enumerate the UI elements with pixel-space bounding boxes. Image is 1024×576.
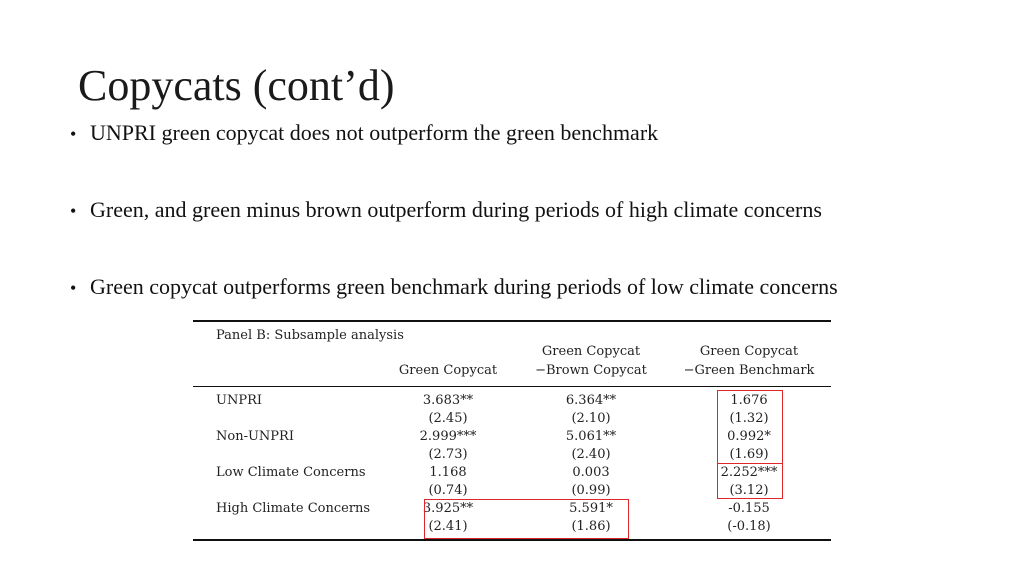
slide-title: Copycats (cont’d) [78, 61, 395, 110]
table-cell: 1.168 [429, 465, 467, 480]
highlight-box-unpri-nonunpri [717, 390, 783, 464]
bullet-dot-icon: • [70, 124, 77, 144]
table-tstat: (1.32) [729, 411, 769, 426]
table-cell: 3.925** [422, 501, 474, 516]
table-cell: 0.003 [572, 465, 610, 480]
column-header: Green Copycat [699, 344, 799, 359]
results-table [193, 320, 831, 542]
highlight-box-low-concerns [717, 463, 783, 499]
table-header-rule [193, 386, 831, 387]
table-cell: 3.683** [422, 393, 474, 408]
table-tstat: (2.73) [428, 447, 468, 462]
table-tstat: (0.74) [428, 483, 468, 498]
table-cell: 2.999*** [419, 429, 477, 444]
table-cell: 1.676 [730, 393, 768, 408]
table-tstat: (3.12) [729, 483, 769, 498]
column-header: Green Copycat [541, 344, 641, 359]
highlight-box-high-concerns [424, 499, 629, 539]
table-tstat: (1.69) [729, 447, 769, 462]
bullet-dot-icon: • [70, 201, 77, 221]
bullet-text: UNPRI green copycat does not outperform the green benchmark [90, 120, 659, 145]
row-label: UNPRI [216, 393, 263, 408]
bullet-dot-icon: • [70, 278, 77, 298]
bullet-item [70, 195, 822, 226]
table-top-rule [193, 320, 831, 322]
column-header: −Green Benchmark [683, 363, 815, 378]
table-cell: 0.992* [727, 429, 771, 444]
row-label: Low Climate Concerns [216, 465, 366, 480]
table-tstat: (2.40) [571, 447, 611, 462]
column-header: Green Copycat [398, 363, 498, 378]
table-tstat: (2.41) [428, 519, 468, 534]
table-cell: -0.155 [728, 501, 770, 516]
table-tstat: (2.10) [571, 411, 611, 426]
table-tstat: (0.99) [571, 483, 611, 498]
table-tstat: (2.45) [428, 411, 468, 426]
table-cell: 6.364** [565, 393, 617, 408]
bullet-text: Green copycat outperforms green benchmark during periods of low climate concerns [90, 274, 838, 299]
bullet-item [70, 272, 838, 303]
table-cell: 5.061** [565, 429, 617, 444]
row-label: High Climate Concerns [216, 501, 371, 516]
panel-title: Panel B: Subsample analysis [216, 328, 404, 343]
row-label: Non-UNPRI [216, 429, 294, 444]
column-header: −Brown Copycat [535, 363, 647, 378]
table-tstat: (-0.18) [727, 519, 771, 534]
table-bottom-rule [193, 539, 831, 541]
bullet-text: Green, and green minus brown outperform during periods of high climate concerns [90, 197, 822, 222]
table-cell: 5.591* [569, 501, 613, 516]
table-cell: 2.252*** [720, 465, 778, 480]
table-tstat: (1.86) [571, 519, 611, 534]
bullet-item [70, 118, 658, 149]
